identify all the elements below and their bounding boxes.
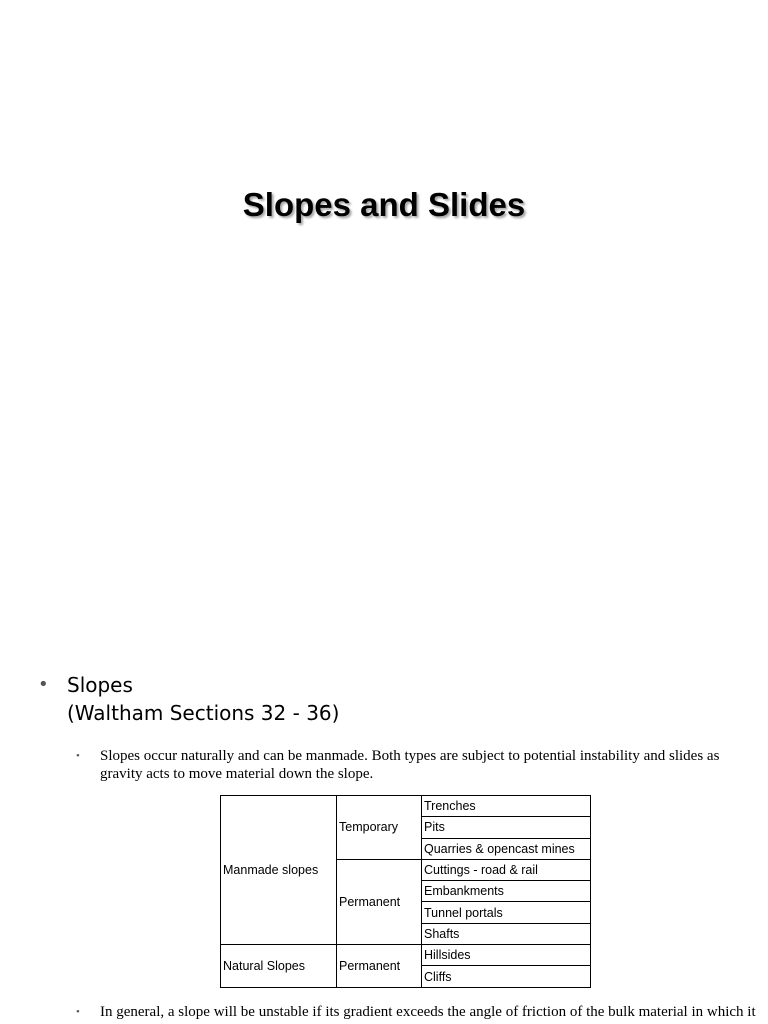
- bullet-dot-icon: •: [38, 674, 49, 695]
- table-cell-example: Shafts: [422, 923, 591, 944]
- table-cell-example: Pits: [422, 817, 591, 838]
- main-bullet-line1: Slopes: [67, 673, 133, 697]
- sub-bullet-text: Slopes occur naturally and can be manmade. Both types are subject to potential instability and slides as gravity acts to move material down the slope.: [100, 748, 720, 782]
- table-cell-category: Manmade slopes: [221, 796, 337, 945]
- table-cell-category: Natural Slopes: [221, 945, 337, 988]
- table-row: [221, 945, 591, 966]
- table-cell-example: Tunnel portals: [422, 902, 591, 923]
- slope-types-table: [220, 795, 591, 988]
- table-cell-example: Cliffs: [422, 966, 591, 987]
- slide-title: Slopes and Slides: [242, 186, 526, 223]
- table-cell-example: Hillsides: [422, 945, 591, 966]
- main-bullet-text: [67, 671, 567, 727]
- table-cell-duration: Permanent: [337, 859, 422, 944]
- table-cell-duration: Permanent: [337, 945, 422, 988]
- bullet-dot-icon: •: [76, 1006, 80, 1018]
- table-cell-example: Trenches: [422, 796, 591, 817]
- main-bullet-line2: (Waltham Sections 32 - 36): [67, 701, 340, 725]
- sub-bullet-text: In general, a slope will be unstable if its gradient exceeds the angle of friction of the bulk material in which it: [100, 1004, 756, 1020]
- table-cell-example: Cuttings - road & rail: [422, 859, 591, 880]
- table-cell-example: Embankments: [422, 881, 591, 902]
- table-row: [221, 796, 591, 817]
- table-cell-duration: Temporary: [337, 796, 422, 860]
- table-cell-example: Quarries & opencast mines: [422, 838, 591, 859]
- bullet-dot-icon: •: [76, 750, 80, 762]
